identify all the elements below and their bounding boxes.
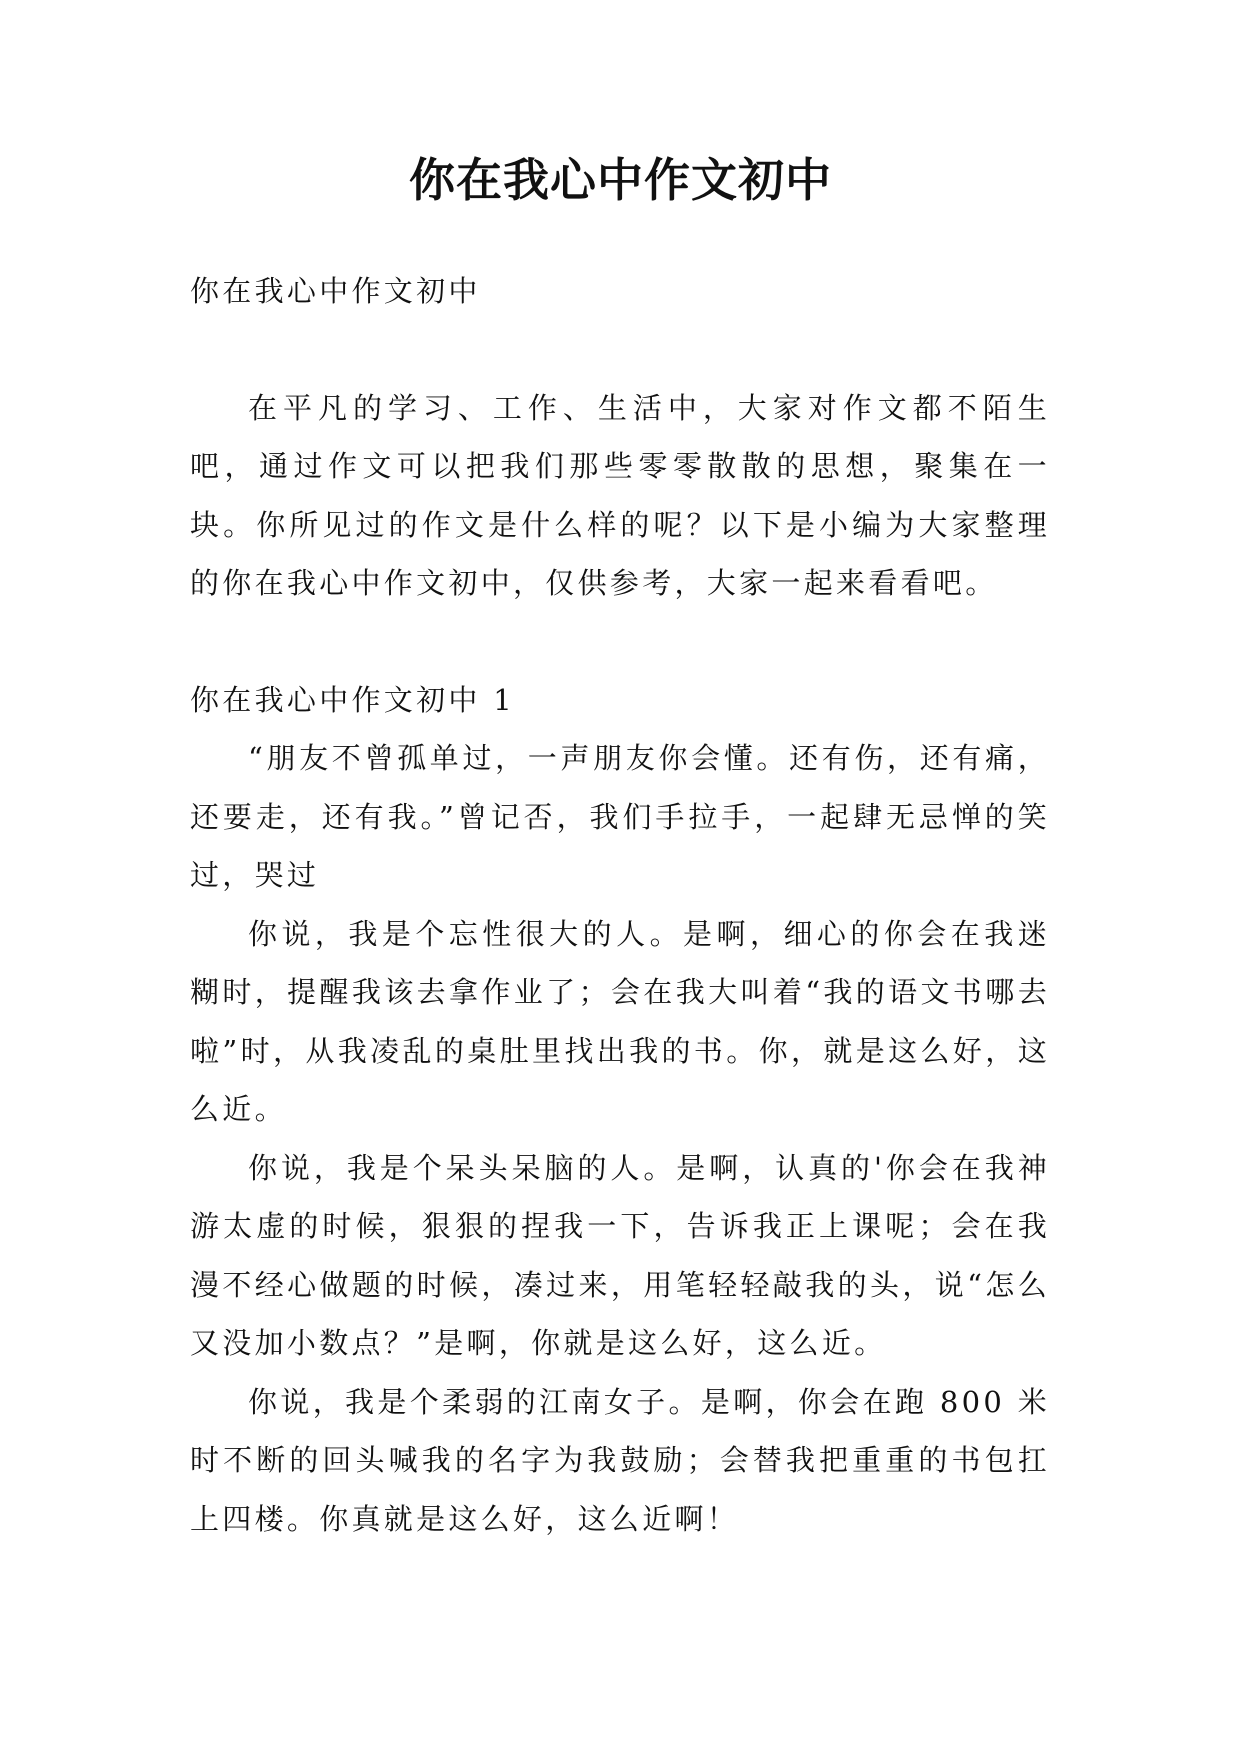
document-subtitle: 你在我心中作文初中 (190, 274, 481, 308)
body-paragraph: 你说，我是个忘性很大的人。是啊，细心的你会在我迷糊时，提醒我该去拿作业了；会在我大叫着“我的语文书哪去啦”时，从我凌乱的桌肚里找出我的书。你，就是这么好，这么近。 (190, 916, 1050, 1126)
spacer (190, 321, 1050, 379)
body-paragraph: 你说，我是个呆头呆脑的人。是啊，认真的'你会在我神游太虚的时候，狠狠的捏我一下，告诉我正上课呢；会在我漫不经心做题的时候，凑过来，用笔轻轻敲我的头，说“怎么又没加小数点？”是啊，你就是这么好，这么近。 (190, 1150, 1050, 1360)
intro-paragraph: 在平凡的学习、工作、生活中，大家对作文都不陌生吧，通过作文可以把我们那些零零散散的思想，聚集在一块。你所见过的作文是什么样的呢？以下是小编为大家整理的你在我心中作文初中，仅供参考，大家一起来看看吧。 (190, 390, 1050, 600)
document-title: 你在我心中作文初中 (409, 153, 832, 207)
document-body (190, 262, 1050, 1548)
body-paragraph: “朋友不曾孤单过，一声朋友你会懂。还有伤，还有痛，还要走，还有我。”曾记否，我们手拉手，一起肆无忌惮的笑过，哭过 (190, 741, 1050, 892)
spacer (190, 613, 1050, 671)
section-heading: 你在我心中作文初中 1 (190, 682, 515, 717)
body-paragraph: 你说，我是个柔弱的江南女子。是啊，你会在跑 800 米时不断的回头喊我的名字为我鼓励；会替我把重重的书包扛上四楼。你真就是这么好，这么近啊！ (190, 1384, 1050, 1536)
